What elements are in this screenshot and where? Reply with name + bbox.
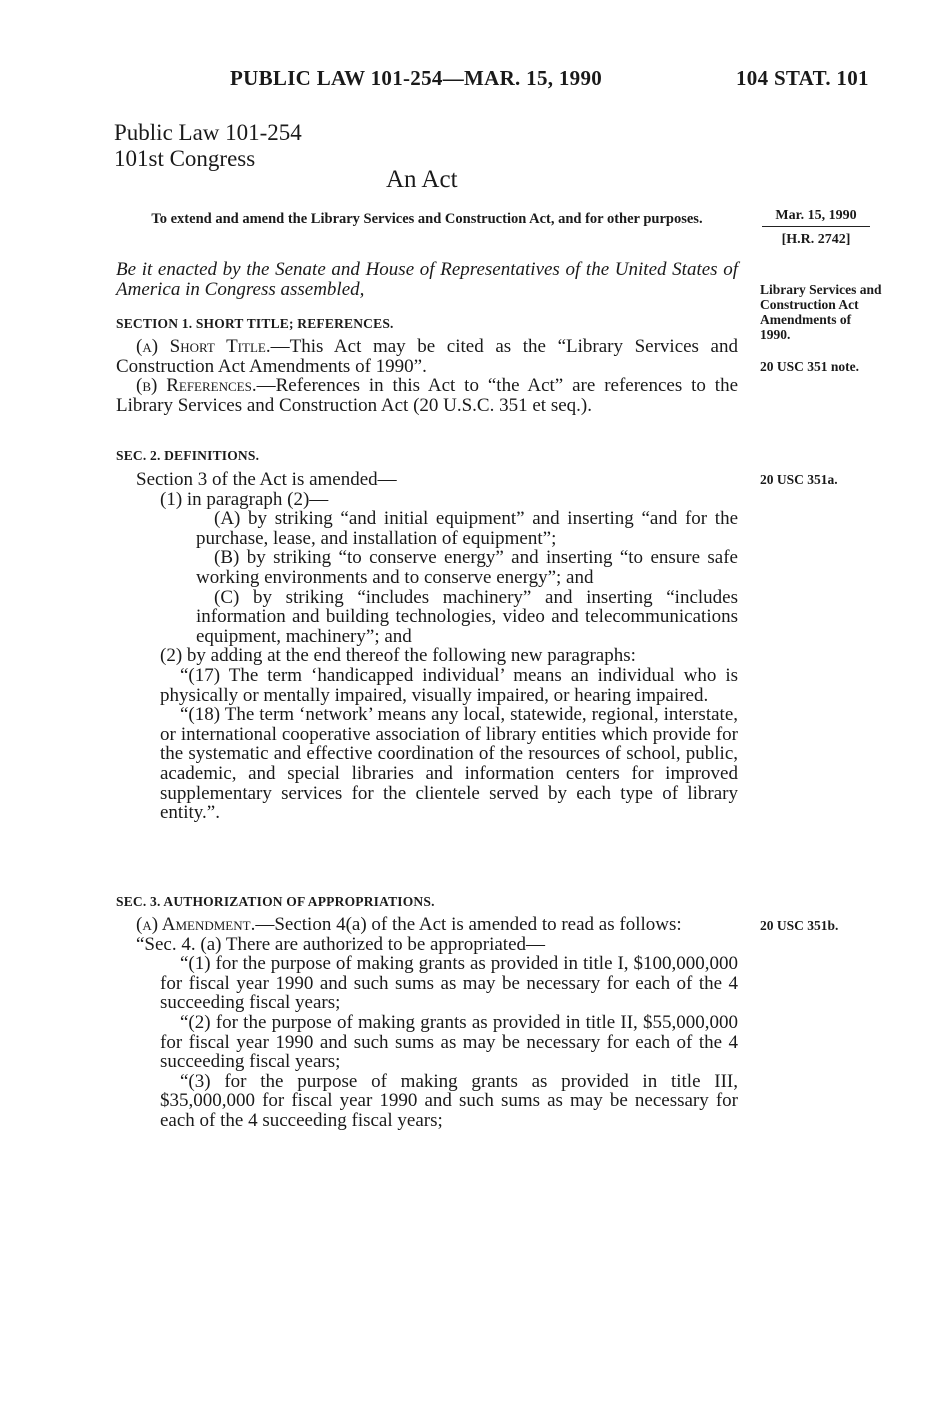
section-2-body — [116, 470, 738, 823]
enactment-date: Mar. 15, 1990 — [762, 208, 870, 227]
running-header-left: PUBLIC LAW 101-254—MAR. 15, 1990 — [230, 66, 603, 90]
congress-number: 101st Congress — [114, 146, 256, 171]
short-title-text: —This Act may be cited as the “Library Services and Construction Act Amendments of 1990”. — [116, 336, 738, 377]
references-text: —References in this Act to “the Act” are references to the Library Services and Construction Act (20 U.S.C. 351 et seq.). — [116, 375, 739, 416]
section-1-body — [116, 337, 738, 415]
short-title-label: (a) Short Title. — [136, 336, 271, 357]
subparagraph-A: (A) by striking “and initial equipment” and inserting “and for the purchase, lease, and installation of equipment”; — [196, 508, 738, 549]
public-law-number: Public Law 101-254 — [114, 120, 302, 145]
act-title: An Act — [386, 166, 458, 193]
section-1-heading: SECTION 1. SHORT TITLE; REFERENCES. — [116, 316, 394, 331]
paragraph-2: (2) by adding at the end thereof the following new paragraphs: — [160, 645, 636, 667]
margin-note-short-title: Library Services and Construction Act Amendments of 1990. — [760, 282, 882, 342]
subparagraph-C: (C) by striking “includes machinery” and inserting “includes information and building technologies, video and telecommunications equipment, machinery”; and — [196, 586, 738, 647]
amendment-text: —Section 4(a) of the Act is amended to read as follows: — [255, 914, 682, 935]
bill-number: [H.R. 2742] — [781, 232, 851, 247]
running-header-right: 104 STAT. 101 — [736, 66, 869, 90]
section-2-intro: Section 3 of the Act is amended— — [136, 469, 397, 490]
appropriation-item-1: “(1) for the purpose of making grants as provided in title I, $100,000,000 for fiscal year 1990 and such sums as may be necessary for each of the 4 succeeding fiscal years; — [160, 953, 738, 1014]
section-3-heading: SEC. 3. AUTHORIZATION OF APPROPRIATIONS. — [116, 894, 435, 909]
margin-note-usc-351b: 20 USC 351b. — [760, 918, 839, 933]
paragraph-1: (1) in paragraph (2)— — [160, 488, 329, 510]
appropriation-item-3: “(3) for the purpose of making grants as provided in title III, $35,000,000 for fiscal year 1990 and such sums as may be necessary for each of the 4 succeeding fiscal years; — [160, 1070, 738, 1131]
appropriation-item-2: “(2) for the purpose of making grants as provided in title II, $55,000,000 for fiscal year 1990 and such sums as may be necessary for each of the 4 succeeding fiscal years; — [160, 1011, 738, 1073]
section-3-body — [116, 915, 738, 1131]
subparagraph-B: (B) by striking “to conserve energy” and inserting “to ensure safe working environments and to conserve energy”; and — [196, 547, 738, 588]
act-purpose: To extend and amend the Library Services and Construction Act, and for other purposes. — [151, 211, 703, 227]
margin-note-usc-351a: 20 USC 351a. — [760, 472, 838, 487]
definition-18: “(18) The term ‘network’ means any local, statewide, regional, interstate, or international cooperative association of library entities which provide for the systematic and effective coordination of the resources of school, public, academic, and special libraries and information centers for improved supplementary services for the clientele served by each type of library entity.”. — [160, 704, 738, 824]
sec-4-intro: “Sec. 4. (a) There are authorized to be appropriated— — [136, 933, 546, 955]
references-label: (b) References. — [136, 375, 257, 397]
enacting-clause: Be it enacted by the Senate and House of Representatives of the United States of America in Congress assembled, — [116, 259, 738, 300]
definition-17: “(17) The term ‘handicapped individual’ means an individual who is physically or mentally impaired, visually impaired, or hearing impaired. — [160, 664, 738, 706]
margin-note-usc-351-note: 20 USC 351 note. — [760, 359, 860, 374]
section-2-heading: SEC. 2. DEFINITIONS. — [116, 448, 260, 463]
amendment-label: (a) Amendment. — [136, 914, 256, 935]
